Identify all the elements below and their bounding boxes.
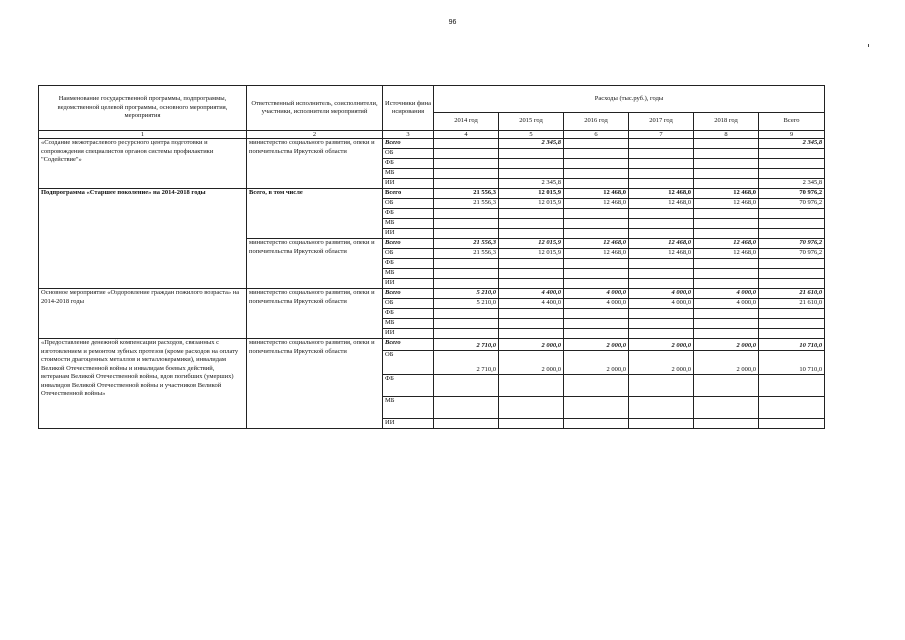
page-number: 96 xyxy=(448,19,457,26)
executor-name: министерство социального развития, опеки и попечительства Иркутской области xyxy=(247,139,383,189)
year-value xyxy=(564,397,629,419)
expenses-table xyxy=(38,85,825,429)
executor-name: министерство социального развития, опеки и попечительства Иркутской области xyxy=(247,239,383,289)
year-value xyxy=(434,169,499,179)
total-value xyxy=(759,169,825,179)
year-value xyxy=(694,319,759,329)
year-value xyxy=(564,259,629,269)
funding-source: ИИ xyxy=(383,419,434,429)
header-year: 2016 год xyxy=(564,112,629,130)
year-value xyxy=(499,269,564,279)
column-index: 7 xyxy=(629,131,694,139)
year-value xyxy=(434,397,499,419)
total-value xyxy=(759,397,825,419)
header-name: Наименование государственной программы, подпрограммы, ведомственной целевой программы, основного мероприятия, мероприятия xyxy=(39,86,247,131)
total-value xyxy=(759,259,825,269)
funding-source: ИИ xyxy=(383,179,434,189)
year-value xyxy=(694,279,759,289)
total-value: 70 976,2 xyxy=(759,249,825,259)
year-value xyxy=(434,149,499,159)
year-value xyxy=(434,219,499,229)
funding-source: МБ xyxy=(383,169,434,179)
header-total: Всего xyxy=(759,112,825,130)
funding-source: ИИ xyxy=(383,329,434,339)
total-value: 70 976,2 xyxy=(759,239,825,249)
year-value xyxy=(564,209,629,219)
year-value: 2 000,0 xyxy=(499,339,564,351)
column-index: 8 xyxy=(694,131,759,139)
year-value: 2 000,0 xyxy=(499,351,564,375)
table-row xyxy=(39,339,825,351)
funding-source: МБ xyxy=(383,319,434,329)
year-value: 2 345,8 xyxy=(499,179,564,189)
funding-source: ИИ xyxy=(383,229,434,239)
year-value xyxy=(564,309,629,319)
total-value xyxy=(759,319,825,329)
funding-source: ФБ xyxy=(383,159,434,169)
table-row xyxy=(39,189,825,199)
year-value xyxy=(434,229,499,239)
year-value xyxy=(629,309,694,319)
year-value: 2 345,8 xyxy=(499,139,564,149)
year-value: 4 000,0 xyxy=(629,299,694,309)
total-value: 70 976,2 xyxy=(759,189,825,199)
year-value: 4 000,0 xyxy=(629,289,694,299)
column-index: 9 xyxy=(759,131,825,139)
year-value xyxy=(434,309,499,319)
year-value xyxy=(629,179,694,189)
header-executor: Ответственный исполнитель, соисполнители, участники, исполнители мероприятий xyxy=(247,86,383,131)
year-value xyxy=(434,319,499,329)
year-value: 12 468,0 xyxy=(694,249,759,259)
column-index: 5 xyxy=(499,131,564,139)
funding-source: ФБ xyxy=(383,259,434,269)
funding-source: Всего xyxy=(383,289,434,299)
total-value: 70 976,2 xyxy=(759,199,825,209)
total-value: 2 345,8 xyxy=(759,179,825,189)
total-value: 2 345,8 xyxy=(759,139,825,149)
year-value: 2 000,0 xyxy=(694,351,759,375)
year-value: 12 468,0 xyxy=(629,239,694,249)
year-value xyxy=(434,419,499,429)
year-value xyxy=(564,179,629,189)
year-value: 12 015,9 xyxy=(499,189,564,199)
total-value: 21 610,0 xyxy=(759,289,825,299)
year-value xyxy=(499,309,564,319)
year-value: 21 556,3 xyxy=(434,239,499,249)
table-body xyxy=(39,139,825,429)
year-value xyxy=(694,219,759,229)
year-value: 21 556,3 xyxy=(434,189,499,199)
year-value xyxy=(499,209,564,219)
year-value xyxy=(499,219,564,229)
column-index: 1 xyxy=(39,131,247,139)
year-value xyxy=(499,279,564,289)
year-value: 2 000,0 xyxy=(564,351,629,375)
year-value xyxy=(694,229,759,239)
year-value: 4 400,0 xyxy=(499,299,564,309)
total-value xyxy=(759,149,825,159)
table-row xyxy=(39,289,825,299)
year-value xyxy=(694,169,759,179)
year-value xyxy=(694,419,759,429)
header-source: Источники финансирования xyxy=(383,86,434,131)
year-value xyxy=(629,269,694,279)
year-value xyxy=(434,259,499,269)
year-value: 4 000,0 xyxy=(564,289,629,299)
year-value xyxy=(564,319,629,329)
funding-source: ИИ xyxy=(383,279,434,289)
year-value xyxy=(434,329,499,339)
year-value: 21 556,3 xyxy=(434,199,499,209)
year-value xyxy=(694,179,759,189)
total-value xyxy=(759,279,825,289)
header-year: 2014 год xyxy=(434,112,499,130)
year-value xyxy=(629,397,694,419)
year-value xyxy=(434,139,499,149)
program-name: Подпрограмма «Старшее поколение» на 2014-2018 годы xyxy=(39,189,247,289)
column-index: 2 xyxy=(247,131,383,139)
funding-source: ОБ xyxy=(383,199,434,209)
year-value: 12 468,0 xyxy=(564,199,629,209)
funding-source: ФБ xyxy=(383,309,434,319)
funding-source: ОБ xyxy=(383,149,434,159)
year-value xyxy=(629,229,694,239)
column-index: 4 xyxy=(434,131,499,139)
year-value xyxy=(499,319,564,329)
total-value xyxy=(759,375,825,397)
year-value xyxy=(694,139,759,149)
year-value: 21 556,3 xyxy=(434,249,499,259)
year-value: 12 468,0 xyxy=(629,199,694,209)
year-value xyxy=(499,159,564,169)
total-value: 10 710,0 xyxy=(759,339,825,351)
year-value xyxy=(694,149,759,159)
year-value xyxy=(694,159,759,169)
header-year: 2017 год xyxy=(629,112,694,130)
funding-source: ОБ xyxy=(383,299,434,309)
year-value: 2 000,0 xyxy=(629,339,694,351)
table-row xyxy=(39,139,825,149)
year-value: 12 468,0 xyxy=(694,189,759,199)
column-index: 6 xyxy=(564,131,629,139)
year-value xyxy=(434,279,499,289)
year-value xyxy=(629,259,694,269)
year-value xyxy=(434,179,499,189)
year-value xyxy=(694,269,759,279)
year-value: 12 468,0 xyxy=(694,239,759,249)
year-value xyxy=(499,397,564,419)
year-value xyxy=(434,269,499,279)
funding-source: Всего xyxy=(383,139,434,149)
program-name: «Предоставление денежной компенсации расходов, связанных с изготовлением и ремонтом зубных протезов (кроме расходов на оплату стоимости драгоценных металлов и металлокерамики), инвалидам Великой Отечественной войны и инвалидам боевых действий, ветеранам Великой Отечественной войны, вдов погибших (умерших) инвалидов Великой Отечественной войны и участников Великой Отечественной войны» xyxy=(39,339,247,429)
year-value xyxy=(564,159,629,169)
executor-name: министерство социального развития, опеки и попечительства Иркутской области xyxy=(247,289,383,339)
year-value: 2 710,0 xyxy=(434,339,499,351)
program-name: Основное мероприятие «Оздоровление граждан пожилого возраста» на 2014-2018 годы xyxy=(39,289,247,339)
year-value xyxy=(434,375,499,397)
year-value xyxy=(629,279,694,289)
year-value xyxy=(629,219,694,229)
total-value xyxy=(759,269,825,279)
total-value xyxy=(759,219,825,229)
year-value xyxy=(629,209,694,219)
year-value: 2 000,0 xyxy=(629,351,694,375)
funding-source: ОБ xyxy=(383,351,434,375)
year-value: 5 210,0 xyxy=(434,289,499,299)
total-value: 21 610,0 xyxy=(759,299,825,309)
year-value xyxy=(629,375,694,397)
year-value: 4 000,0 xyxy=(694,299,759,309)
year-value: 12 468,0 xyxy=(564,239,629,249)
total-value xyxy=(759,309,825,319)
year-value xyxy=(499,259,564,269)
year-value xyxy=(564,149,629,159)
total-value xyxy=(759,229,825,239)
funding-source: Всего xyxy=(383,189,434,199)
year-value xyxy=(629,149,694,159)
year-value: 12 468,0 xyxy=(694,199,759,209)
executor-name: министерство социального развития, опеки и попечительства Иркутской области xyxy=(247,339,383,429)
total-value xyxy=(759,419,825,429)
year-value xyxy=(629,329,694,339)
year-value: 2 000,0 xyxy=(694,339,759,351)
year-value xyxy=(499,375,564,397)
year-value: 12 468,0 xyxy=(564,249,629,259)
year-value xyxy=(564,219,629,229)
total-value xyxy=(759,329,825,339)
executor-name: Всего, в том числе xyxy=(247,189,383,239)
year-value xyxy=(629,139,694,149)
year-value xyxy=(694,397,759,419)
year-value xyxy=(499,229,564,239)
funding-source: ОБ xyxy=(383,249,434,259)
year-value xyxy=(694,375,759,397)
year-value xyxy=(564,139,629,149)
year-value xyxy=(564,229,629,239)
year-value xyxy=(434,209,499,219)
year-value: 5 210,0 xyxy=(434,299,499,309)
total-value xyxy=(759,159,825,169)
program-name: «Создание межотраслевого ресурсного центра подготовки и сопровождения специалистов органов системы профилактики "Содействие"» xyxy=(39,139,247,189)
year-value xyxy=(629,169,694,179)
margin-mark xyxy=(868,44,869,47)
header-year: 2015 год xyxy=(499,112,564,130)
year-value: 4 000,0 xyxy=(694,289,759,299)
funding-source: Всего xyxy=(383,339,434,351)
year-value xyxy=(629,319,694,329)
funding-source: МБ xyxy=(383,397,434,419)
year-value xyxy=(694,209,759,219)
year-value: 12 468,0 xyxy=(629,249,694,259)
year-value: 12 015,9 xyxy=(499,199,564,209)
year-value xyxy=(434,159,499,169)
year-value xyxy=(564,375,629,397)
year-value: 12 468,0 xyxy=(629,189,694,199)
funding-source: МБ xyxy=(383,219,434,229)
header-costs: Расходы (тыс.руб.), годы xyxy=(434,86,825,113)
year-value: 12 468,0 xyxy=(564,189,629,199)
year-value: 4 400,0 xyxy=(499,289,564,299)
year-value xyxy=(629,419,694,429)
total-value: 10 710,0 xyxy=(759,351,825,375)
year-value: 4 000,0 xyxy=(564,299,629,309)
funding-source: МБ xyxy=(383,269,434,279)
year-value: 2 000,0 xyxy=(564,339,629,351)
year-value xyxy=(564,269,629,279)
funding-source: Всего xyxy=(383,239,434,249)
year-value xyxy=(694,259,759,269)
year-value xyxy=(629,159,694,169)
year-value xyxy=(694,309,759,319)
year-value xyxy=(564,169,629,179)
funding-source: ФБ xyxy=(383,209,434,219)
funding-source: ФБ xyxy=(383,375,434,397)
column-index: 3 xyxy=(383,131,434,139)
total-value xyxy=(759,209,825,219)
header-year: 2018 год xyxy=(694,112,759,130)
year-value xyxy=(564,329,629,339)
year-value: 12 015,9 xyxy=(499,239,564,249)
year-value xyxy=(499,329,564,339)
year-value xyxy=(499,419,564,429)
year-value xyxy=(694,329,759,339)
year-value xyxy=(564,419,629,429)
year-value: 12 015,9 xyxy=(499,249,564,259)
year-value: 2 710,0 xyxy=(434,351,499,375)
year-value xyxy=(499,149,564,159)
year-value xyxy=(564,279,629,289)
year-value xyxy=(499,169,564,179)
